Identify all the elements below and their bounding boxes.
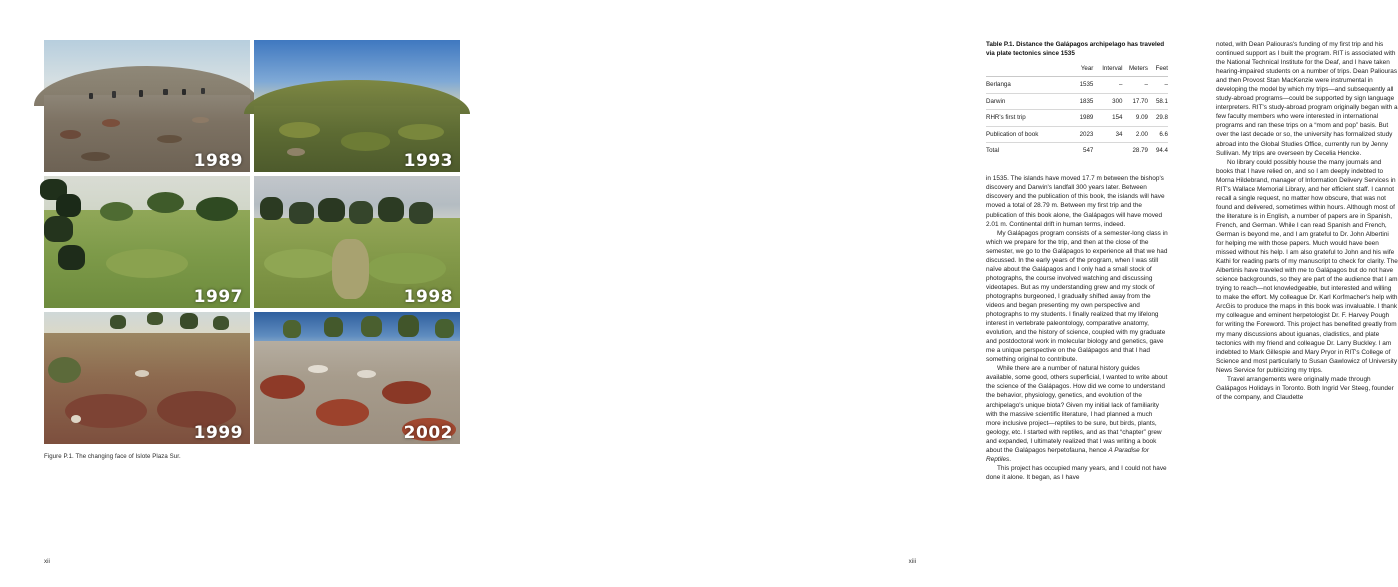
opuntia-cactus [398, 315, 419, 337]
body-paragraph: noted, with Dean Paliouras's funding of my first trip and his continued support as I built the program. RIT is associated with the National Technical Institute for the Deaf, and I have taken hearing-impaired students on a number of trips. Dean Paliouras and then Provost Stan MacKenzie were instrumental in developing the model by which my trips—and subsequently all study-abroad programs—could be supported by sign language interpreters. RIT's study-abroad program originally began with a few faculty members who were interested in international programs and ran these trips on a “mom and pop” basis. But over the last decade or so, the university has formalized study abroad into the Global Studies Office, currently run by Jenny Sullivan. My trips are overseen by Cecelia Hencke. [1216, 41, 1398, 157]
person [163, 89, 167, 96]
rock [357, 370, 376, 378]
right-page [480, 0, 1398, 587]
opuntia-cactus-pad [58, 245, 85, 270]
folio-right: xiii [908, 558, 916, 565]
row-interval [1093, 142, 1122, 158]
opuntia-cactus [213, 316, 229, 331]
opuntia-cactus [361, 316, 382, 337]
row-label: RHR's first trip [986, 110, 1066, 126]
row-interval: 34 [1093, 126, 1122, 142]
opuntia-cactus [435, 319, 454, 339]
row-feet: – [1148, 77, 1168, 93]
table-col-blank [986, 64, 1066, 77]
photo-grid [44, 40, 460, 444]
row-year: 1835 [1066, 93, 1093, 109]
shrub [147, 192, 184, 213]
row-label: Darwin [986, 93, 1066, 109]
opuntia-cactus [289, 202, 314, 223]
figure-caption: Figure P.1. The changing face of Islote Plaza Sur. [44, 453, 181, 460]
shrub [196, 197, 237, 221]
photo-year-label: 2002 [403, 423, 453, 443]
row-meters: 2.00 [1122, 126, 1147, 142]
rock [60, 130, 81, 139]
row-meters: – [1122, 77, 1147, 93]
body-paragraph: in 1535. The islands have moved 17.7 m between the bishop's discovery and Darwin's landfall 300 years later. Between discovery and the publication of this book, the islands will have moved a total of 28.79 m. Between my first trip and the publication of this book alone, the Galápagos will have moved 2.01 m. Continental drift in human terms, indeed. [986, 175, 1165, 228]
opuntia-cactus [180, 313, 199, 329]
opuntia-cactus-pad [56, 194, 81, 216]
vegetation-patch [367, 253, 445, 285]
row-interval: 154 [1093, 110, 1122, 126]
photo-1999 [44, 312, 250, 444]
vegetation-patch [341, 132, 390, 150]
body-paragraph: No library could possibly house the many journals and books that I have relied on, and so I am deeply indebted to Morna Hildebrand, manager of Information Delivery Services in RIT's Wallace Memorial Library, and her efficient staff. I cannot recall a single request, no matter how obscure, that was not found and delivered, sometimes within hours. Although most of the literature is in English, a number of papers are in Spanish, French, and German. While I can read Spanish and French, German is beyond me, and I am grateful to Dr. John Albertini for helping me with those papers. Much would have been missed without his help. I am also grateful to John and his wife Kathi for reading parts of my manuscript to check for clarity. The Albertinis have traveled with me to Galápagos but do not have science backgrounds, so they are part of the audience that I am trying to reach—not knowledgeable, but interested and willing to make the effort. My colleague Dr. Karl Korfmacher's help with ArcGis to produce the maps in this book was invaluable. I thank my colleague and eminent herpetologist Dr. F. Harvey Pough for writing the Foreword. This project has benefited greatly from my many discussions about iguanas, cladistics, and plate tectonics with my friend and colleague Dr. Larry Buckley. I am indebted to Mark Gillespie and Mary Pryor in RIT's College of Science and most particularly to Susan Gawlowicz of University News Service for publicizing my trips. [1216, 158, 1398, 374]
rock [71, 415, 81, 423]
text-column-right [1216, 40, 1398, 402]
table-row-total [986, 142, 1168, 158]
table-row [986, 110, 1168, 126]
red-ground-cover [65, 394, 147, 428]
row-feet: 94.4 [1155, 147, 1168, 155]
row-feet: 6.6 [1148, 126, 1168, 142]
photo-1993 [254, 40, 460, 172]
row-year: 2023 [1066, 126, 1093, 142]
photo-year-label: 1998 [403, 287, 453, 307]
body-paragraph: This project has occupied many years, and I could not have done it alone. It began, as I have [986, 464, 1167, 481]
photo-year-label: 1989 [193, 151, 243, 171]
photo-year-label: 1997 [193, 287, 243, 307]
table-col-meters: Meters [1122, 64, 1147, 77]
opuntia-cactus [147, 312, 163, 325]
photo-year-label: 1993 [403, 151, 453, 171]
rock [157, 135, 182, 143]
row-interval: – [1093, 77, 1122, 93]
plate-tectonics-table [986, 64, 1168, 158]
person [182, 89, 186, 96]
rock [192, 117, 208, 124]
row-meters: 17.70 [1122, 93, 1147, 109]
photo-2002 [254, 312, 460, 444]
person [201, 88, 205, 95]
table-row [986, 77, 1168, 93]
row-label: Total [986, 147, 1000, 155]
table-header-row [986, 64, 1168, 77]
text-column-middle [986, 40, 1168, 482]
opuntia-cactus [378, 197, 405, 222]
opuntia-cactus [283, 320, 302, 338]
person [89, 93, 93, 100]
row-feet: 58.1 [1148, 93, 1168, 109]
row-year: 1535 [1066, 77, 1093, 93]
opuntia-cactus [409, 202, 434, 223]
opuntia-cactus [349, 201, 374, 223]
table-col-feet: Feet [1148, 64, 1168, 77]
vegetation-patch [264, 249, 336, 278]
table-row [986, 126, 1168, 142]
row-label: Berlanga [986, 77, 1066, 93]
vegetation-patch [279, 122, 320, 138]
opuntia-cactus [110, 315, 126, 330]
photo-1998 [254, 176, 460, 308]
row-feet: 29.8 [1148, 110, 1168, 126]
body-paragraph: Travel arrangements were originally made through Galápagos Holidays in Toronto. Both Ingrid Ver Steeg, founder of the company, and Claudette [1216, 375, 1394, 401]
photo-1997 [44, 176, 250, 308]
row-meters: 9.09 [1122, 110, 1147, 126]
shrub [100, 202, 133, 220]
dirt-path [332, 239, 369, 298]
body-paragraph: While there are a number of natural history guides available, some good, others superficial, I wanted to write about the science of the Galápagos. How did we come to understand the behavior, physiology, genetics, and evolution of the archipelago's unique biota? Given my initial lack of familiarity with the massive scientific literature, I had planned a much more inclusive project—reptiles to be sure, but birds, plants, geology, etc. I started with reptiles, and as that “chapter” grew and expanded, I ultimately realized that I was writing a book about the Galápagos herpetofauna, hence A Paradise for Reptiles. [986, 365, 1168, 463]
rock [135, 370, 149, 377]
person [139, 90, 143, 97]
table-row [986, 93, 1168, 109]
opuntia-cactus-pad [44, 216, 73, 242]
row-year: 547 [1083, 147, 1094, 155]
left-page [0, 0, 480, 587]
rock [308, 365, 329, 373]
row-interval: 300 [1093, 93, 1122, 109]
body-paragraph: My Galápagos program consists of a semester-long class in which we prepare for the trip, and then at the close of the semester, we go to the Galápagos to experience all that we had discussed. In the early years of the program, when I was still naïve about the Galápagos and I only had a small stock of photographs, the course involved watching and discussing videotapes. But as my understanding grew and my stock of photographs burgeoned, I gradually shifted away from the videos and began presenting my own perspective and photographs to my students. I finally realized that my lifelong interest in vertebrate paleontology, comparative anatomy, evolution, and the history of science, coupled with my graduate and postdoctoral work in molecular biology and genetics, gave me a unique perspective on the Galápagos and that I had something original to contribute. [986, 229, 1168, 364]
opuntia-cactus [318, 198, 345, 222]
vegetation-patch [106, 249, 188, 278]
row-meters: 28.79 [1132, 147, 1148, 155]
person [112, 91, 116, 98]
figure-p1 [44, 40, 460, 460]
shrub [48, 357, 81, 383]
table-title: Table P.1. Distance the Galápagos archipelago has traveled via plate tectonics since 1535 [986, 41, 1165, 58]
row-label: Publication of book [986, 126, 1066, 142]
red-ground-cover [316, 399, 370, 425]
photo-year-label: 1999 [193, 423, 243, 443]
folio-left: xii [44, 558, 50, 565]
table-col-interval: Interval [1093, 64, 1122, 77]
opuntia-cactus [324, 317, 343, 337]
row-year: 1989 [1066, 110, 1093, 126]
photo-1989 [44, 40, 250, 172]
opuntia-cactus [260, 197, 283, 219]
table-col-year: Year [1066, 64, 1093, 77]
